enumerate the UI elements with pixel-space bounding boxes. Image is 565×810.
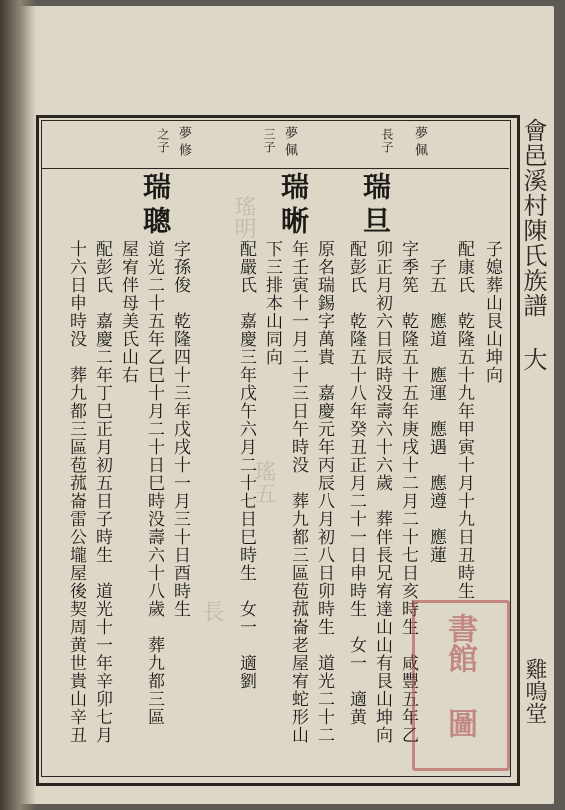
gen-label-1-line2: 佩 [412,143,427,156]
entry-1-line-3: 配彭氏 乾隆五十八年癸丑正月二十一日申時生 女一 適黄 [346,240,366,726]
book-spine-shadow [0,0,36,810]
bleed-text-2: 瑤五 [251,460,276,504]
gen-label-1-line1: 夢 [412,126,427,139]
entry-3-line-1: 字孫俊 乾隆四十三年戊戌十一月三十日酉時生 [170,240,190,618]
gen-label-3-line1: 夢 [176,126,191,139]
person-name-2: 瑞晰 [277,172,310,240]
title-column [514,118,552,778]
hall-name: 雞鳴堂 [522,658,547,724]
entry-2-line-3: 下三排本山同向 [262,240,282,366]
page-title: 會邑溪村陳氏族譜 大 [519,118,547,372]
person-name-1: 瑞旦 [359,172,392,240]
person-name-3: 瑞聰 [139,172,172,240]
entry-1-line-2: 卯正月初六日辰時没壽六十六歲 葬伴長兄宥達山山有艮山坤向 [372,240,392,744]
gen-label-1-line3: 長子 [380,128,394,154]
seal-text: 書館 圖 [442,613,477,738]
bleed-text-1: 瑤明 [231,195,256,239]
entry-3-line-2: 道光二十五年乙巳十月二十日巳時没壽六十八歲 葬九都三區 [144,240,164,726]
library-seal [412,600,510,771]
intro-line-1: 子媳葬山艮山坤向 [482,240,502,384]
entry-2-line-4: 配嚴氏 嘉慶三年戊午六月二十七日巳時生 女一 適劉 [236,240,256,690]
intro-line-3: 子五 應道 應運 應遇 應遵 應蓮 [426,240,446,564]
gen-label-3-line2: 修 [176,143,191,156]
entry-1-line-1: 字季筅 乾隆五十五年庚戌十二月二十七日亥時生 咸豐五年乙 [398,240,418,744]
gen-label-3-line3: 之子 [156,128,170,154]
gen-label-2-line3: 三子 [262,128,276,154]
entry-2-line-1: 原名瑞錫字萬貴 嘉慶元年丙辰八月初八日卯時生 道光二十二 [314,240,334,744]
bleed-text-3: 長 [199,600,224,622]
intro-line-2: 配康氏 乾隆五十九年甲寅十月十九日丑時生 [454,240,474,600]
entry-3-line-5: 十六日申時没 葬九都三區苞菰崙雷公壠屋後契周黄世貴山辛丑 [66,240,86,744]
gen-label-2-line2: 佩 [282,143,297,156]
entry-2-line-2: 年壬寅十一月二十三日午時没 葬九都三區苞菰崙老屋宥蛇形山 [288,240,308,744]
entry-3-line-4: 配彭氏 嘉慶二年丁巳正月初五日子時生 道光十一年辛卯七月 [92,240,112,744]
gen-label-2-line1: 夢 [282,126,297,139]
entry-3-line-3: 屋宥伴母美氏山右 [118,240,138,384]
